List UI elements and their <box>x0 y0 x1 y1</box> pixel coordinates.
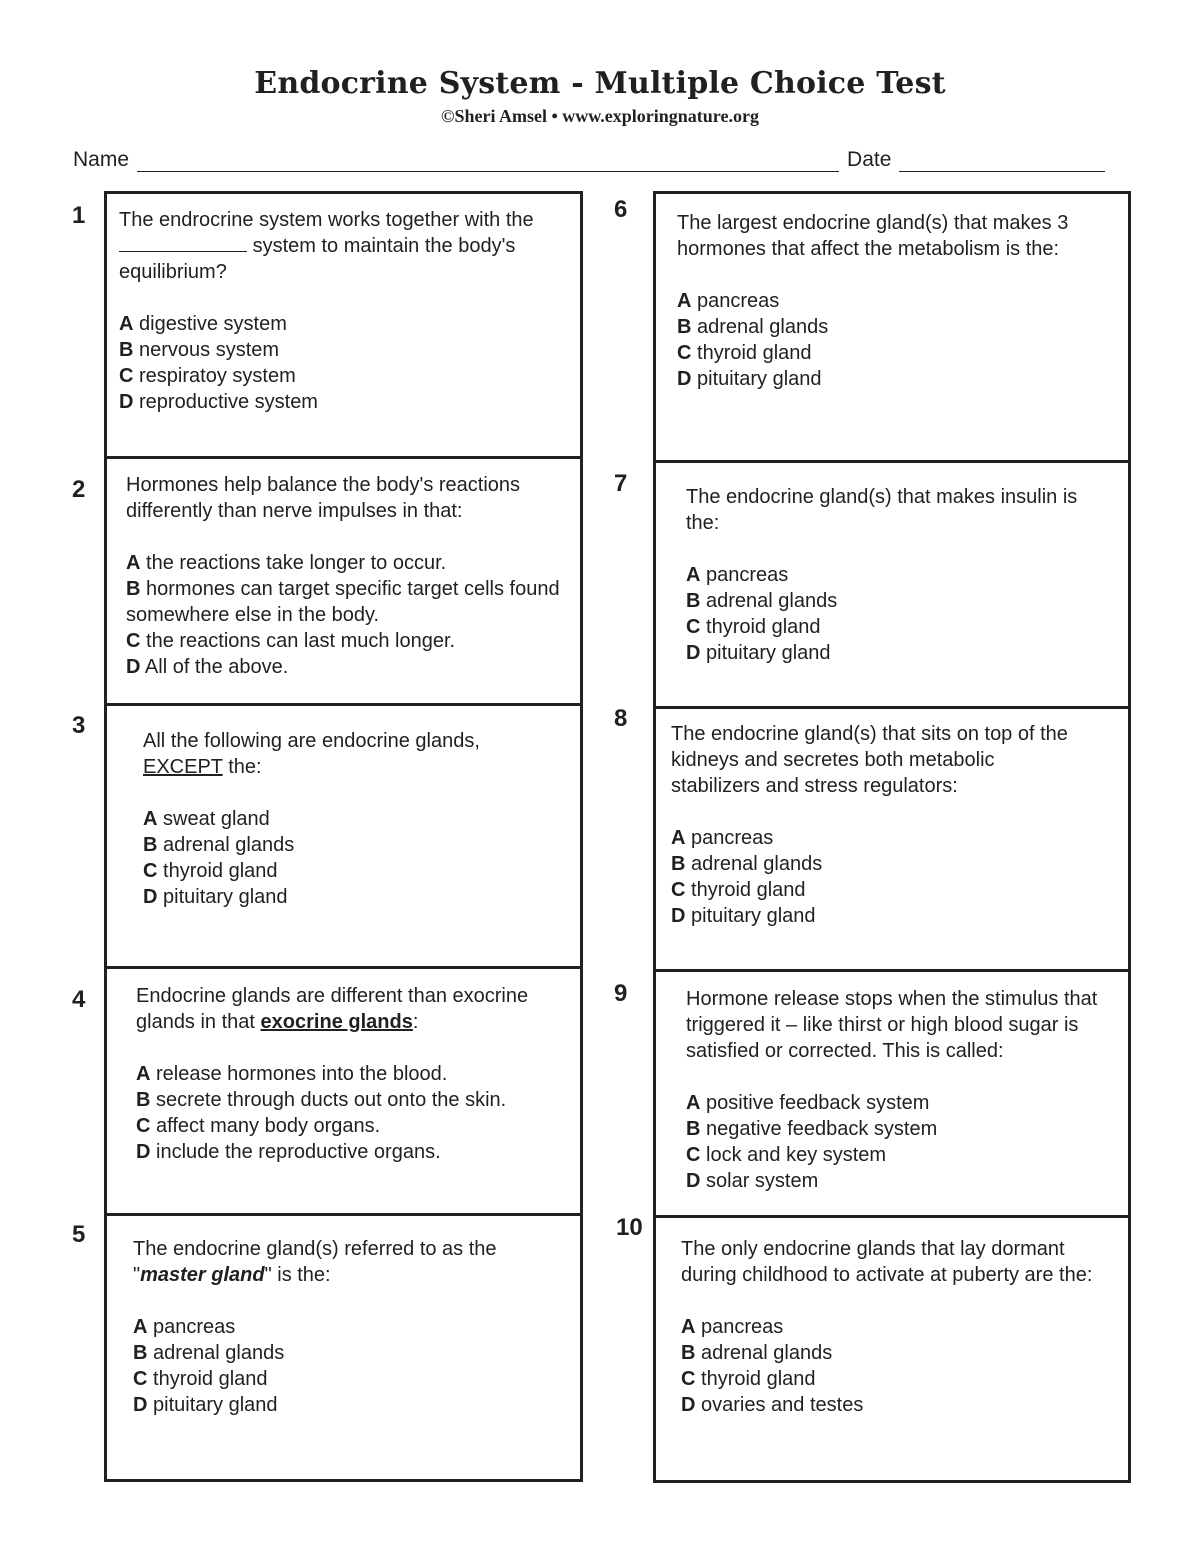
answer-option[interactable]: C respiratoy system <box>119 365 296 387</box>
answer-option[interactable]: D ovaries and testes <box>681 1394 864 1416</box>
emphasis-master-gland: master gland <box>140 1264 265 1286</box>
answer-option[interactable]: B adrenal glands <box>681 1342 833 1364</box>
answer-option[interactable]: C thyroid gland <box>143 860 278 882</box>
question-stem: The endocrine gland(s) referred to as the "master gland" is the: <box>133 1238 497 1286</box>
question-2 <box>126 472 566 680</box>
answer-option[interactable]: D reproductive system <box>119 391 318 413</box>
answer-option[interactable]: C the reactions can last much longer. <box>126 630 456 652</box>
question-number: 2 <box>72 476 86 503</box>
answer-option[interactable]: C lock and key system <box>686 1144 887 1166</box>
name-field[interactable] <box>137 151 839 172</box>
fill-in-blank <box>119 235 247 252</box>
question-number: 6 <box>614 196 628 223</box>
answer-option[interactable]: D pituitary gland <box>671 905 816 927</box>
question-number: 10 <box>616 1214 643 1241</box>
answer-option[interactable]: A digestive system <box>119 313 287 335</box>
question-1 <box>119 207 559 415</box>
question-stem: The endocrine gland(s) that sits on top of the kidneys and secretes both metabolic stabilizers and stress regulators: <box>671 723 1068 797</box>
answer-option[interactable]: A sweat gland <box>143 808 270 830</box>
question-8 <box>671 721 1081 929</box>
question-4 <box>136 983 556 1165</box>
answer-option[interactable]: A pancreas <box>681 1316 784 1338</box>
name-label: Name <box>73 148 130 171</box>
question-stem: The endocrine gland(s) that makes insulin is the: <box>686 486 1078 534</box>
answer-option[interactable]: D pituitary gland <box>133 1394 278 1416</box>
answer-option[interactable]: D solar system <box>686 1170 819 1192</box>
name-date-row <box>73 144 1123 172</box>
answer-option[interactable]: A release hormones into the blood. <box>136 1063 448 1085</box>
question-7 <box>686 484 1116 666</box>
answer-option[interactable]: B adrenal glands <box>671 853 823 875</box>
answer-option[interactable]: A positive feedback system <box>686 1092 930 1114</box>
date-field[interactable] <box>899 151 1105 172</box>
question-stem: All the following are endocrine glands, EXCEPT the: <box>143 730 480 778</box>
answer-option[interactable]: B hormones can target specific target cells found somewhere else in the body. <box>126 578 560 626</box>
question-5 <box>133 1236 553 1418</box>
question-stem: Hormone release stops when the stimulus that triggered it – like thirst or high blood sugar is satisfied or corrected. This is called: <box>686 988 1098 1062</box>
answer-option[interactable]: D All of the above. <box>126 656 289 678</box>
page-title: Endocrine System - Multiple Choice Test <box>254 66 946 101</box>
question-stem: Hormones help balance the body's reactions differently than nerve impulses in that: <box>126 474 521 522</box>
answer-option[interactable]: D pituitary gland <box>686 642 831 664</box>
question-stem: The largest endocrine gland(s) that makes 3 hormones that affect the metabolism is the: <box>677 212 1069 260</box>
answer-option[interactable]: B adrenal glands <box>686 590 838 612</box>
answer-option[interactable]: A the reactions take longer to occur. <box>126 552 447 574</box>
emphasis-except: EXCEPT <box>143 756 223 778</box>
answer-option[interactable]: D include the reproductive organs. <box>136 1141 441 1163</box>
emphasis-exocrine-glands: exocrine glands <box>260 1011 413 1033</box>
question-3 <box>143 728 563 910</box>
answer-option[interactable]: C affect many body organs. <box>136 1115 381 1137</box>
answer-option[interactable]: B adrenal glands <box>143 834 295 856</box>
question-number: 4 <box>72 986 86 1013</box>
answer-option[interactable]: C thyroid gland <box>686 616 821 638</box>
question-stem: Endocrine glands are different than exocrine glands in that exocrine glands: <box>136 985 529 1033</box>
date-label: Date <box>847 148 892 171</box>
question-6 <box>677 210 1107 392</box>
question-stem: The endrocrine system works together with the system to maintain the body's equilibrium? <box>119 209 534 283</box>
answer-option[interactable]: D pituitary gland <box>143 886 288 908</box>
answer-option[interactable]: D pituitary gland <box>677 368 822 390</box>
answer-option[interactable]: A pancreas <box>677 290 780 312</box>
answer-option[interactable]: C thyroid gland <box>681 1368 816 1390</box>
question-number: 3 <box>72 712 86 739</box>
question-number: 1 <box>72 202 86 229</box>
answer-option[interactable]: A pancreas <box>133 1316 236 1338</box>
question-number: 8 <box>614 705 628 732</box>
question-10 <box>681 1236 1106 1418</box>
answer-option[interactable]: B adrenal glands <box>677 316 829 338</box>
answer-option[interactable]: B adrenal glands <box>133 1342 285 1364</box>
answer-option[interactable]: B negative feedback system <box>686 1118 938 1140</box>
answer-option[interactable]: A pancreas <box>671 827 774 849</box>
answer-option[interactable]: C thyroid gland <box>677 342 812 364</box>
answer-option[interactable]: A pancreas <box>686 564 789 586</box>
answer-option[interactable]: B nervous system <box>119 339 280 361</box>
answer-option[interactable]: B secrete through ducts out onto the skin. <box>136 1089 507 1111</box>
copyright-line: ©Sheri Amsel • www.exploringnature.org <box>441 106 759 126</box>
question-number: 9 <box>614 980 628 1007</box>
answer-option[interactable]: C thyroid gland <box>133 1368 268 1390</box>
question-number: 5 <box>72 1221 86 1248</box>
question-stem: The only endocrine glands that lay dormant during childhood to activate at puberty are the: <box>681 1238 1093 1286</box>
question-9 <box>686 986 1116 1194</box>
answer-option[interactable]: C thyroid gland <box>671 879 806 901</box>
question-number: 7 <box>614 470 628 497</box>
